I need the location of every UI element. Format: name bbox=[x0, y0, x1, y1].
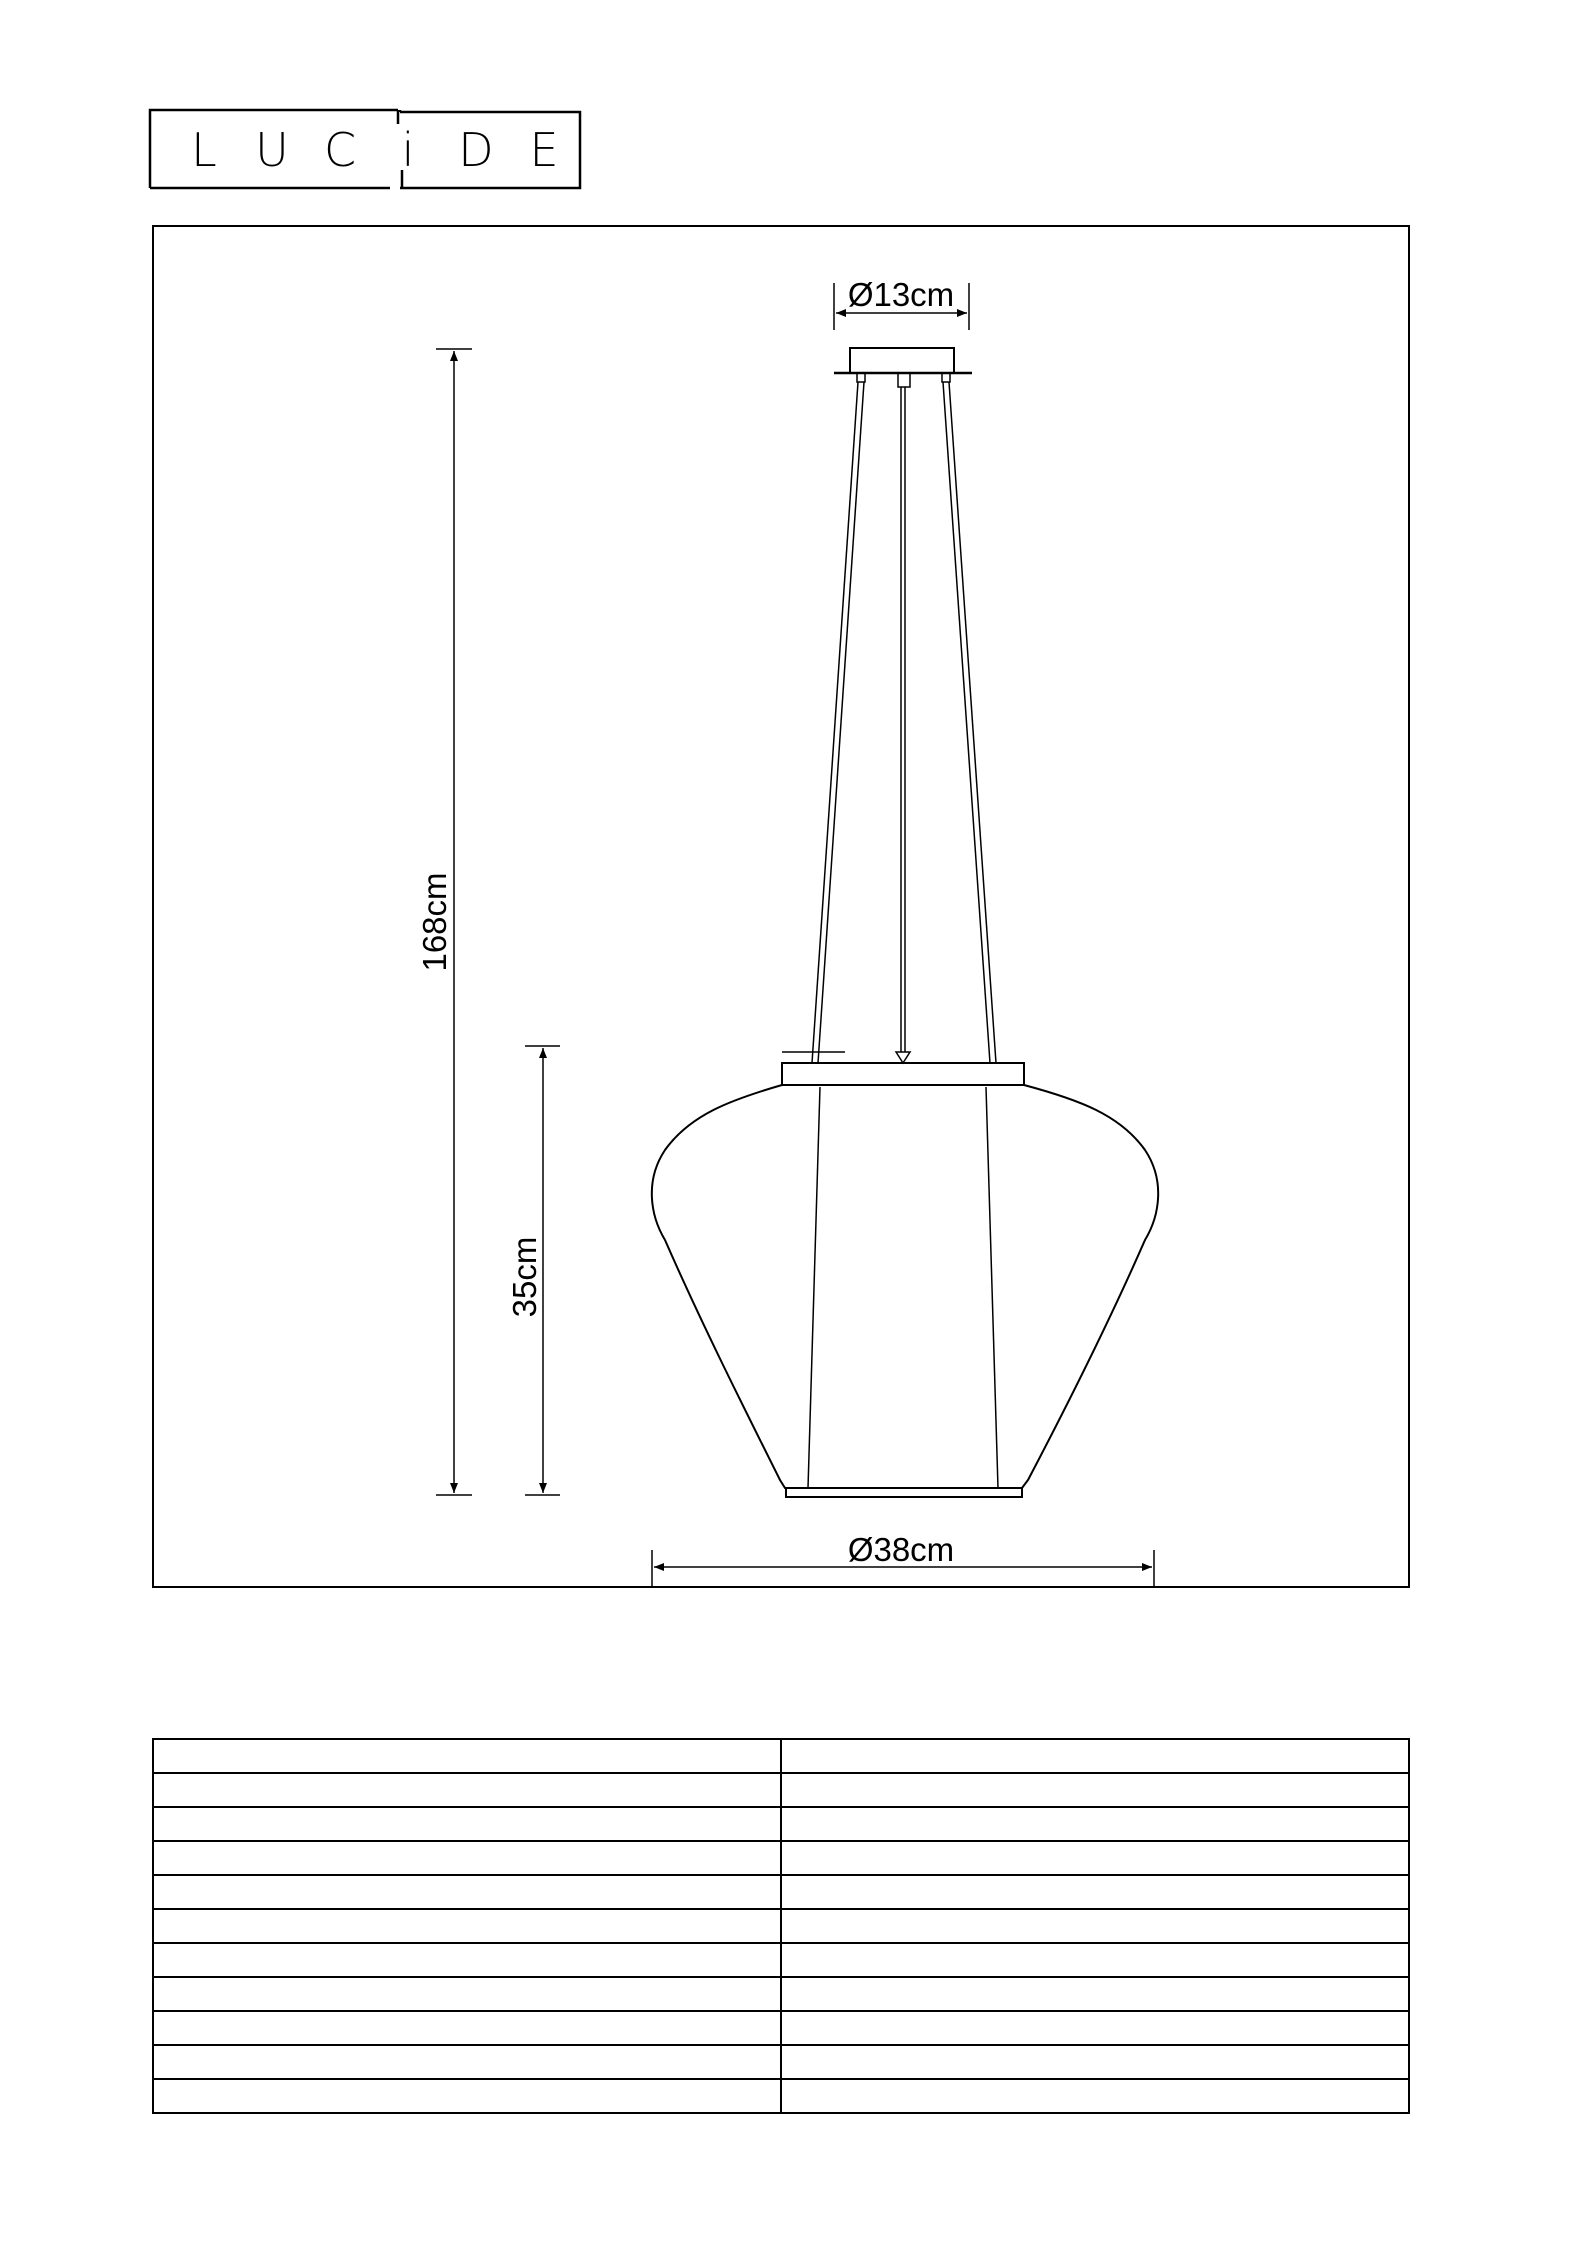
spec-label-cell bbox=[153, 1739, 781, 1773]
spec-label-cell bbox=[153, 2011, 781, 2045]
table-row bbox=[153, 1977, 1409, 2011]
spec-label-cell bbox=[153, 1943, 781, 1977]
table-row bbox=[153, 1807, 1409, 1841]
table-row bbox=[153, 1739, 1409, 1773]
spec-table bbox=[152, 1738, 1410, 2114]
suspension-cables bbox=[812, 382, 996, 1063]
canopy-diameter-dimension bbox=[834, 276, 969, 330]
logo-letter: U bbox=[255, 123, 289, 177]
spec-value-cell bbox=[781, 1943, 1409, 1977]
shade-height-label: 35cm bbox=[506, 1236, 543, 1318]
table-row bbox=[153, 1875, 1409, 1909]
spec-label-cell bbox=[153, 1773, 781, 1807]
spec-label-cell bbox=[153, 1977, 781, 2011]
ceiling-canopy bbox=[834, 348, 972, 387]
table-row bbox=[153, 1841, 1409, 1875]
logo-letter: i bbox=[401, 123, 415, 177]
spec-value-cell bbox=[781, 1841, 1409, 1875]
shade-height-dimension bbox=[506, 1046, 560, 1495]
table-row bbox=[153, 1773, 1409, 1807]
spec-label-cell bbox=[153, 1875, 781, 1909]
table-row bbox=[153, 2045, 1409, 2079]
shade-diameter-label: Ø38cm bbox=[847, 1531, 955, 1568]
logo-letter: D bbox=[458, 123, 494, 177]
spec-value-cell bbox=[781, 1909, 1409, 1943]
total-height-dimension bbox=[416, 349, 472, 1495]
spec-label-cell bbox=[153, 2045, 781, 2079]
spec-value-cell bbox=[781, 2079, 1409, 2113]
spec-value-cell bbox=[781, 2011, 1409, 2045]
table-row bbox=[153, 2079, 1409, 2113]
spec-value-cell bbox=[781, 1977, 1409, 2011]
spec-label-cell bbox=[153, 1807, 781, 1841]
logo-letter: L bbox=[191, 123, 217, 177]
spec-value-cell bbox=[781, 1773, 1409, 1807]
spec-value-cell bbox=[781, 1739, 1409, 1773]
lamp-shade bbox=[652, 1052, 1158, 1497]
spec-value-cell bbox=[781, 1807, 1409, 1841]
spec-value-cell bbox=[781, 1875, 1409, 1909]
shade-diameter-dimension bbox=[652, 1531, 1154, 1588]
spec-value-cell bbox=[781, 2045, 1409, 2079]
table-row bbox=[153, 1943, 1409, 1977]
logo-letter: E bbox=[529, 123, 559, 177]
canopy-diameter-label: Ø13cm bbox=[847, 276, 955, 313]
table-row bbox=[153, 2011, 1409, 2045]
spec-label-cell bbox=[153, 2079, 781, 2113]
logo-letter: C bbox=[323, 123, 357, 177]
spec-label-cell bbox=[153, 1841, 781, 1875]
total-height-label: 168cm bbox=[416, 872, 453, 972]
spec-label-cell bbox=[153, 1909, 781, 1943]
table-row bbox=[153, 1909, 1409, 1943]
